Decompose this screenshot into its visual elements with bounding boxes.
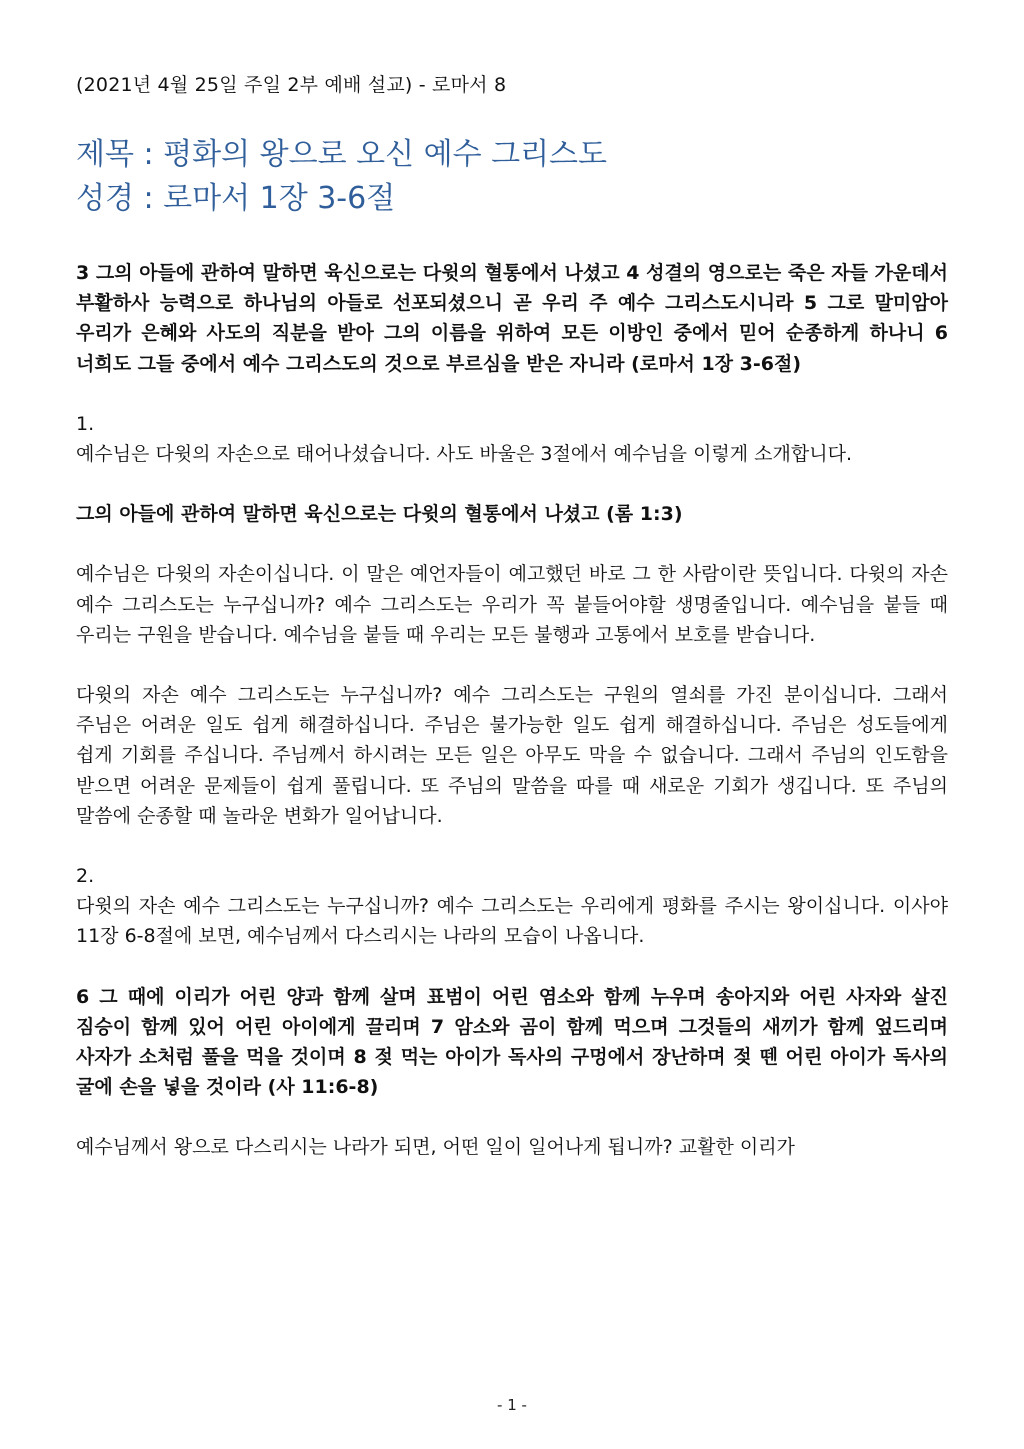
quote-isaiah-11-6-8: 6 그 때에 이리가 어린 양과 함께 살며 표범이 어린 염소와 함께 누우며 송아지와 어린 사자와 살진 짐승이 함께 있어 어린 아이에게 끌리며 7 암소와 곰이 함께 먹으며 그것들의 새끼가 함께 엎드리며 사자가 소처럼 풀을 먹을 것이며 8 젖 먹는 아이가 독사의 구멍에서 장난하며 젖 뗀 어린 아이가 독사의 굴에 손을 넣을 것이라 (사 11:6-8) <box>76 985 948 1099</box>
point-1-intro: 예수님은 다윗의 자손으로 태어나셨습니다. 사도 바울은 3절에서 예수님을 이렇게 소개합니다. <box>76 443 852 466</box>
quote-romans-1-3: 그의 아들에 관하여 말하면 육신으로는 다윗의 혈통에서 나셨고 (롬 1:3) <box>76 503 683 526</box>
point-2-label: 2. <box>76 865 95 888</box>
scripture-passage: 3 그의 아들에 관하여 말하면 육신으로는 다윗의 혈통에서 나셨고 4 성결의 영으로는 죽은 자들 가운데서 부활하사 능력으로 하나님의 아들로 선포되셨으니 곧 우리 주 예수 그리스도시니라 5 그로 말미암아 우리가 은혜와 사도의 직분을 받아 그의 이름을 위하여 모든 이방인 중에서 믿어 순종하게 하나니 6 너희도 그들 중에서 예수 그리스도의 것으로 부르심을 받은 자니라 (로마서 1장 3-6절) <box>76 262 948 375</box>
sermon-title: 제목 : 평화의 왕으로 오신 예수 그리스도 <box>76 137 608 172</box>
title-block <box>76 133 607 221</box>
paragraph-3: 예수님께서 왕으로 다스리시는 나라가 되면, 어떤 일이 일어나게 됩니까? 교활한 이리가 <box>76 1136 795 1159</box>
point-1-label: 1. <box>76 412 95 435</box>
paragraph-2: 다윗의 자손 예수 그리스도는 누구십니까? 예수 그리스도는 구원의 열쇠를 가진 분이십니다. 그래서 주님은 어려운 일도 쉽게 해결하십니다. 주님은 불가능한 일도 쉽게 해결하십니다. 주님은 성도들에게 쉽게 기회를 주십니다. 주님께서 하시려는 모든 일은 아무도 막을 수 없습니다. 그래서 주님의 인도함을 받으면 어려운 문제들이 쉽게 풀립니다. 또 주님의 말씀을 따를 때 새로운 기회가 생깁니다. 또 주님의 말씀에 순종할 때 놀라운 변화가 일어납니다. <box>76 684 948 827</box>
page-number: - 1 - <box>497 1396 527 1414</box>
paragraph-1: 예수님은 다윗의 자손이십니다. 이 말은 예언자들이 예고했던 바로 그 한 사람이란 뜻입니다. 다윗의 자손 예수 그리스도는 누구십니까? 예수 그리스도는 우리가 꼭 붙들어야할 생명줄입니다. 예수님을 붙들 때 우리는 구원을 받습니다. 예수님을 붙들 때 우리는 모든 불행과 고통에서 보호를 받습니다. <box>76 563 948 646</box>
point-2-intro: 다윗의 자손 예수 그리스도는 누구십니까? 예수 그리스도는 우리에게 평화를 주시는 왕이십니다. 이사야 11장 6-8절에 보면, 예수님께서 다스리시는 나라의 모습이 나옵니다. <box>76 895 948 948</box>
scripture-reference: 성경 : 로마서 1장 3-6절 <box>76 181 396 216</box>
sermon-header: (2021년 4월 25일 주일 2부 예배 설교) - 로마서 8 <box>76 74 507 96</box>
sermon-body <box>76 258 948 1163</box>
